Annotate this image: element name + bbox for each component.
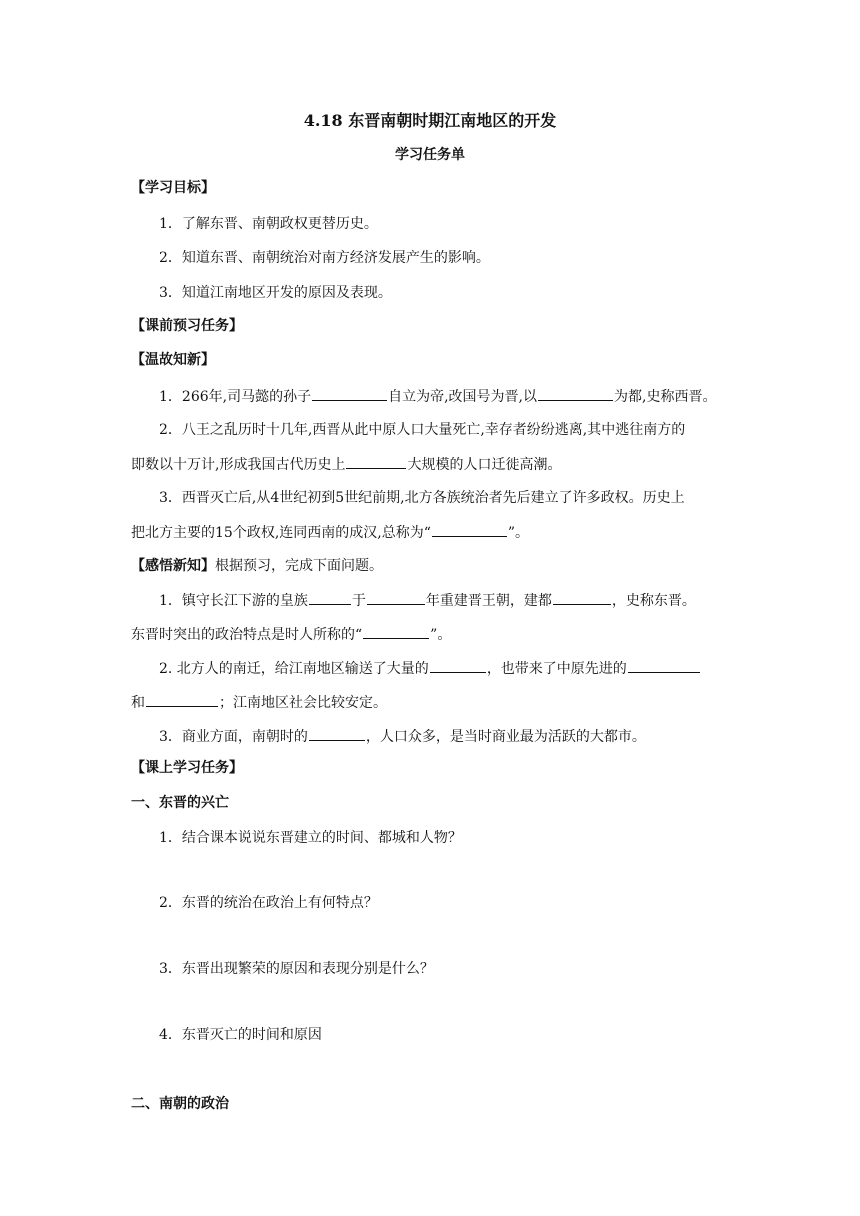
review-question-3-line-2 (131, 522, 529, 543)
text-segment: 3．商业方面，南朝时的 (159, 729, 308, 745)
section-2-heading: 二、南朝的政治 (131, 1096, 229, 1112)
newknow-question-3 (159, 726, 646, 747)
review-question-2-line-1: 2．八王之乱历时十几年,西晋从此中原人口大量死亡,幸存者纷纷逃离,其中逃往南方的 (159, 422, 686, 438)
newknow-question-1-line-1 (159, 590, 696, 611)
newknow-instruction: 根据预习，完成下面问题。 (215, 558, 383, 574)
section-1-question: 4．东晋灭亡的时间和原因 (159, 1027, 322, 1043)
newknow-heading: 【感悟新知】 (131, 558, 215, 574)
text-segment: 2. 北方人的南迁，给江南地区输送了大量的 (159, 661, 429, 677)
answer-blank[interactable] (430, 658, 486, 673)
text-segment: ，也带来了中原先进的 (486, 661, 627, 677)
answer-blank[interactable] (432, 522, 507, 537)
text-segment: ，史称东晋。 (611, 593, 696, 609)
text-segment: 1．镇守长江下游的皇族 (159, 593, 308, 609)
answer-blank[interactable] (309, 590, 351, 605)
document-title: 4.18 东晋南朝时期江南地区的开发 (303, 111, 557, 130)
newknow-question-2-line-1 (159, 658, 701, 679)
text-segment: 自立为帝,改国号为晋,以 (388, 389, 537, 405)
review-heading: 【温故知新】 (131, 352, 215, 368)
goals-heading: 【学习目标】 (131, 180, 215, 196)
answer-blank[interactable] (146, 692, 218, 707)
text-segment: 于 (351, 593, 366, 609)
review-question-3-line-1: 3．西晋灭亡后,从4世纪初到5世纪前期,北方各族统治者先后建立了许多政权。历史上 (159, 490, 685, 506)
goal-item: 1．了解东晋、南朝政权更替历史。 (159, 216, 378, 232)
section-1-question: 1．结合课本说说东晋建立的时间、都城和人物？ (159, 830, 462, 846)
text-segment: ；江南地区社会比较安定。 (219, 695, 387, 711)
answer-blank[interactable] (312, 386, 387, 401)
section-1-heading: 一、东晋的兴亡 (131, 795, 229, 811)
section-1-question: 2．东晋的统治在政治上有何特点？ (159, 895, 378, 911)
goal-item: 2．知道东晋、南朝统治对南方经济发展产生的影响。 (159, 250, 490, 266)
newknow-question-1-line-2 (131, 624, 451, 645)
section-1-question: 3．东晋出现繁荣的原因和表现分别是什么？ (159, 961, 434, 977)
newknow-heading-line (131, 556, 383, 576)
answer-blank[interactable] (628, 658, 700, 673)
goal-item: 3．知道江南地区开发的原因及表现。 (159, 285, 392, 301)
review-question-2-line-2 (131, 454, 561, 475)
text-segment: 1．266年,司马懿的孙子 (159, 389, 312, 405)
document-subtitle: 学习任务单 (395, 147, 465, 163)
newknow-question-2-line-2 (131, 692, 387, 713)
text-segment: ”。 (507, 525, 530, 541)
text-segment: ，人口众多，是当时商业最为活跃的大都市。 (365, 729, 646, 745)
answer-blank[interactable] (538, 386, 613, 401)
answer-blank[interactable] (309, 726, 365, 741)
inclass-heading: 【课上学习任务】 (131, 760, 243, 776)
text-segment: 为都,史称西晋。 (614, 389, 717, 405)
answer-blank[interactable] (346, 454, 406, 469)
answer-blank[interactable] (553, 590, 611, 605)
text-segment: 即数以十万计,形成我国古代历史上 (131, 457, 346, 473)
text-segment: ”。 (430, 627, 452, 643)
answer-blank[interactable] (367, 590, 425, 605)
preview-heading: 【课前预习任务】 (131, 318, 243, 334)
text-segment: 把北方主要的15个政权,连同西南的成汉,总称为“ (131, 525, 431, 541)
text-segment: 大规模的人口迁徙高潮。 (407, 457, 562, 473)
review-question-1 (159, 386, 716, 407)
text-segment: 和 (131, 695, 145, 711)
text-segment: 年重建晋王朝，建都 (425, 593, 552, 609)
answer-blank[interactable] (363, 624, 429, 639)
text-segment: 东晋时突出的政治特点是时人所称的“ (131, 627, 363, 643)
